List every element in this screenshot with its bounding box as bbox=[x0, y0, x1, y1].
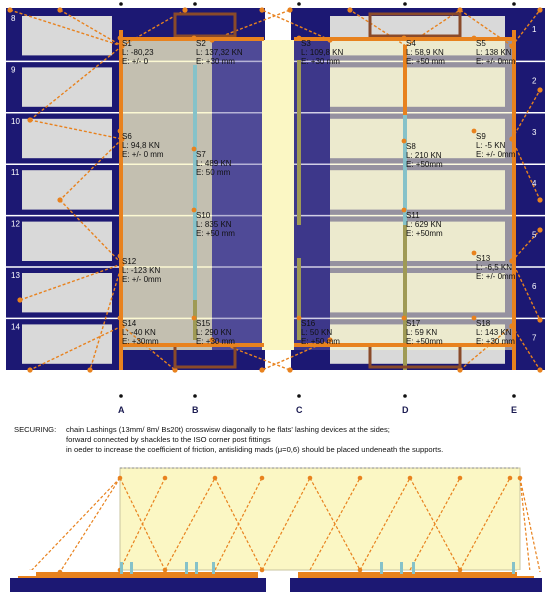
support-load: L: -40 KN bbox=[122, 328, 156, 337]
right-flat-deck-side bbox=[298, 572, 534, 578]
left-flat-side bbox=[10, 578, 266, 592]
lashing-point bbox=[457, 7, 462, 12]
support-id: S4 bbox=[406, 39, 416, 48]
axis-top-dot bbox=[193, 2, 197, 6]
side-view bbox=[10, 468, 542, 592]
lashing-point bbox=[57, 7, 62, 12]
side-lashing-point bbox=[458, 476, 463, 481]
axis-label: A bbox=[118, 405, 125, 415]
support-id: S12 bbox=[122, 257, 137, 266]
support-id: S8 bbox=[406, 142, 416, 151]
support-load: L: 137,32 KN bbox=[196, 48, 243, 57]
support-load: L: 59 KN bbox=[406, 328, 438, 337]
side-support-post bbox=[412, 562, 415, 574]
support-load: L: 489 KN bbox=[196, 159, 232, 168]
support-id: S16 bbox=[301, 319, 316, 328]
support-eccentricity: E: +50mm bbox=[406, 160, 443, 169]
support-beam-c-upper bbox=[297, 60, 301, 225]
side-lashing-point bbox=[308, 476, 313, 481]
support-load: L: 629 KN bbox=[406, 220, 442, 229]
axis-label: C bbox=[296, 405, 303, 415]
support-eccentricity: E: +/- 0mm bbox=[476, 150, 516, 159]
side-lashing-point bbox=[163, 568, 168, 573]
support-load: L: 109,8 KN bbox=[301, 48, 344, 57]
support-load: L: 50 KN bbox=[301, 328, 333, 337]
support-eccentricity: E: +/- 0 mm bbox=[122, 150, 164, 159]
row-number-left: 14 bbox=[11, 322, 20, 332]
side-support-post bbox=[185, 562, 188, 574]
axis-label: B bbox=[192, 405, 199, 415]
side-lashing-point bbox=[518, 476, 523, 481]
side-lashing-chain bbox=[520, 478, 530, 572]
cross-bar-top-left bbox=[119, 37, 264, 41]
side-lashing-point bbox=[358, 476, 363, 481]
lashing-point bbox=[7, 7, 12, 12]
support-id: S14 bbox=[122, 319, 137, 328]
support-id: S5 bbox=[476, 39, 486, 48]
side-lashing-point bbox=[163, 476, 168, 481]
support-eccentricity: E: +30 mm bbox=[476, 337, 515, 346]
securing-notes bbox=[14, 425, 443, 454]
support-eccentricity: E: +/- 0mm bbox=[476, 57, 516, 66]
support-eccentricity: E: +50mm bbox=[406, 337, 443, 346]
cargo-side-elevation bbox=[120, 468, 520, 570]
right-flat-end-gap bbox=[517, 570, 539, 576]
support-load: L: 94,8 KN bbox=[122, 141, 160, 150]
deck-panel-left-3 bbox=[22, 119, 112, 158]
support-id: S17 bbox=[406, 319, 421, 328]
side-support-post bbox=[400, 562, 403, 574]
deck-panel-left-1 bbox=[22, 16, 112, 55]
axis-top-dot bbox=[297, 2, 301, 6]
support-id: S7 bbox=[196, 150, 206, 159]
side-support-post bbox=[195, 562, 198, 574]
side-lashing-point bbox=[508, 476, 513, 481]
row-number-left: 12 bbox=[11, 219, 20, 229]
lashing-point bbox=[537, 197, 542, 202]
securing-line-2: forward connected by shackles to the ISO corner post fittings bbox=[66, 435, 271, 444]
securing-label: SECURING: bbox=[14, 425, 57, 434]
lashing-point bbox=[259, 367, 264, 372]
cargo-footprint-left bbox=[122, 40, 212, 350]
axis-top-dot bbox=[512, 2, 516, 6]
support-id: S9 bbox=[476, 132, 486, 141]
left-flat-end-gap bbox=[14, 570, 36, 576]
left-flat-deck-side bbox=[18, 572, 258, 578]
support-id: S11 bbox=[406, 211, 420, 220]
axis-bottom-dot bbox=[403, 394, 407, 398]
deck-panel-left-4 bbox=[22, 170, 112, 209]
support-eccentricity: E: +30mm bbox=[122, 337, 159, 346]
lashing-point bbox=[27, 117, 32, 122]
right-flat-side bbox=[290, 578, 542, 592]
support-eccentricity: E: +/- 0mm bbox=[122, 275, 162, 284]
side-lashing-chain bbox=[30, 478, 120, 572]
lashing-point bbox=[537, 227, 542, 232]
axis-label: E bbox=[511, 405, 518, 415]
lashing-point bbox=[537, 7, 542, 12]
support-id: S2 bbox=[196, 39, 206, 48]
row-number-right: 2 bbox=[532, 76, 537, 86]
support-eccentricity: E: +/- 0 bbox=[122, 57, 149, 66]
row-number-left: 11 bbox=[11, 168, 20, 178]
support-beam-b bbox=[193, 65, 197, 340]
support-load: L: 143 KN bbox=[476, 328, 512, 337]
lashing-point bbox=[17, 297, 22, 302]
support-id: S3 bbox=[301, 39, 311, 48]
securing-line-3: in oeder to increase the coefficient of friction, antisliding mads (μ=0,6) should be placed undeneath the supports. bbox=[66, 445, 444, 454]
support-id: S6 bbox=[122, 132, 132, 141]
support-beam-d-lower bbox=[403, 225, 407, 370]
side-support-post bbox=[130, 562, 133, 574]
lashing-point bbox=[57, 197, 62, 202]
row-number-right: 3 bbox=[532, 127, 537, 137]
cargo-shadow-left bbox=[212, 40, 262, 350]
axis-bottom-dot bbox=[193, 394, 197, 398]
row-number-right: 4 bbox=[532, 179, 537, 189]
side-lashing-point bbox=[260, 568, 265, 573]
securing-line-1: chain Lashings (13mm/ 8m/ Bs20t) crosswisw diagonally to he flats' lashing devices at the sides; bbox=[66, 425, 390, 434]
support-id: S13 bbox=[476, 254, 491, 263]
row-number-right: 5 bbox=[532, 230, 537, 240]
row-number-right: 1 bbox=[532, 25, 537, 34]
lashing-point bbox=[87, 367, 92, 372]
support-eccentricity: E: +50mm bbox=[406, 229, 443, 238]
axis-bottom-dot bbox=[119, 394, 123, 398]
side-lashing-point bbox=[118, 476, 123, 481]
support-beam-e bbox=[512, 30, 516, 370]
lashing-point bbox=[537, 367, 542, 372]
cargo-footprint-gap bbox=[262, 40, 294, 350]
deck-panel-left-2 bbox=[22, 67, 112, 106]
row-number-left: 8 bbox=[11, 14, 16, 23]
cargo-footprint-right bbox=[330, 40, 512, 350]
support-id: S15 bbox=[196, 319, 211, 328]
support-load: L: -123 KN bbox=[122, 266, 161, 275]
support-eccentricity: E: +/- 0mm bbox=[476, 272, 516, 281]
support-eccentricity: E: +50 mm bbox=[406, 57, 445, 66]
support-eccentricity: E: +30 mm bbox=[196, 57, 235, 66]
deck-panel-left-7 bbox=[22, 324, 112, 363]
side-lashing-chain bbox=[60, 478, 120, 572]
side-lashing-point bbox=[458, 568, 463, 573]
plan-view bbox=[6, 2, 545, 415]
support-eccentricity: E: +50 mm bbox=[301, 337, 340, 346]
axis-top-dot bbox=[119, 2, 123, 6]
deck-panel-left-5 bbox=[22, 222, 112, 261]
support-load: L: -80,23 bbox=[122, 48, 154, 57]
side-lashing-point bbox=[408, 476, 413, 481]
support-load: L: 138 KN bbox=[476, 48, 512, 57]
support-eccentricity: E: +30 mm bbox=[196, 337, 235, 346]
deck-panel-left-6 bbox=[22, 273, 112, 312]
lashing-point bbox=[182, 7, 187, 12]
support-id: S10 bbox=[196, 211, 211, 220]
axis-bottom-dot bbox=[512, 394, 516, 398]
side-support-post bbox=[512, 562, 515, 574]
side-lashing-point bbox=[213, 476, 218, 481]
support-load: L: -6,5 KN bbox=[476, 263, 513, 272]
side-support-post bbox=[212, 562, 215, 574]
support-load: L: -5 KN bbox=[476, 141, 506, 150]
row-number-left: 10 bbox=[11, 116, 20, 126]
lashing-point bbox=[27, 367, 32, 372]
side-lashing-point bbox=[260, 476, 265, 481]
lashing-point bbox=[347, 7, 352, 12]
support-id: S18 bbox=[476, 319, 491, 328]
support-eccentricity: E: +50 mm bbox=[196, 229, 235, 238]
support-load: L: 290 KN bbox=[196, 328, 232, 337]
axis-label: D bbox=[402, 405, 409, 415]
support-load: L: 58,9 KN bbox=[406, 48, 444, 57]
lashing-point bbox=[537, 317, 542, 322]
lashing-point bbox=[287, 367, 292, 372]
side-lashing-point bbox=[358, 568, 363, 573]
lashing-point bbox=[287, 7, 292, 12]
support-eccentricity: E: 50 mm bbox=[196, 168, 231, 177]
row-number-right: 7 bbox=[532, 333, 537, 343]
row-number-left: 9 bbox=[11, 65, 16, 75]
support-eccentricity: E: +30 mm bbox=[301, 57, 340, 66]
axis-bottom-dot bbox=[297, 394, 301, 398]
support-load: L: 835 KN bbox=[196, 220, 232, 229]
side-support-post bbox=[380, 562, 383, 574]
side-support-post bbox=[120, 562, 123, 574]
support-id: S1 bbox=[122, 39, 132, 48]
side-lashing-chain bbox=[520, 478, 540, 572]
axis-top-dot bbox=[403, 2, 407, 6]
row-number-right: 6 bbox=[532, 282, 537, 291]
row-number-left: 13 bbox=[11, 271, 20, 280]
support-load: L: 210 KN bbox=[406, 151, 442, 160]
lashing-point bbox=[537, 87, 542, 92]
lashing-point bbox=[259, 7, 264, 12]
